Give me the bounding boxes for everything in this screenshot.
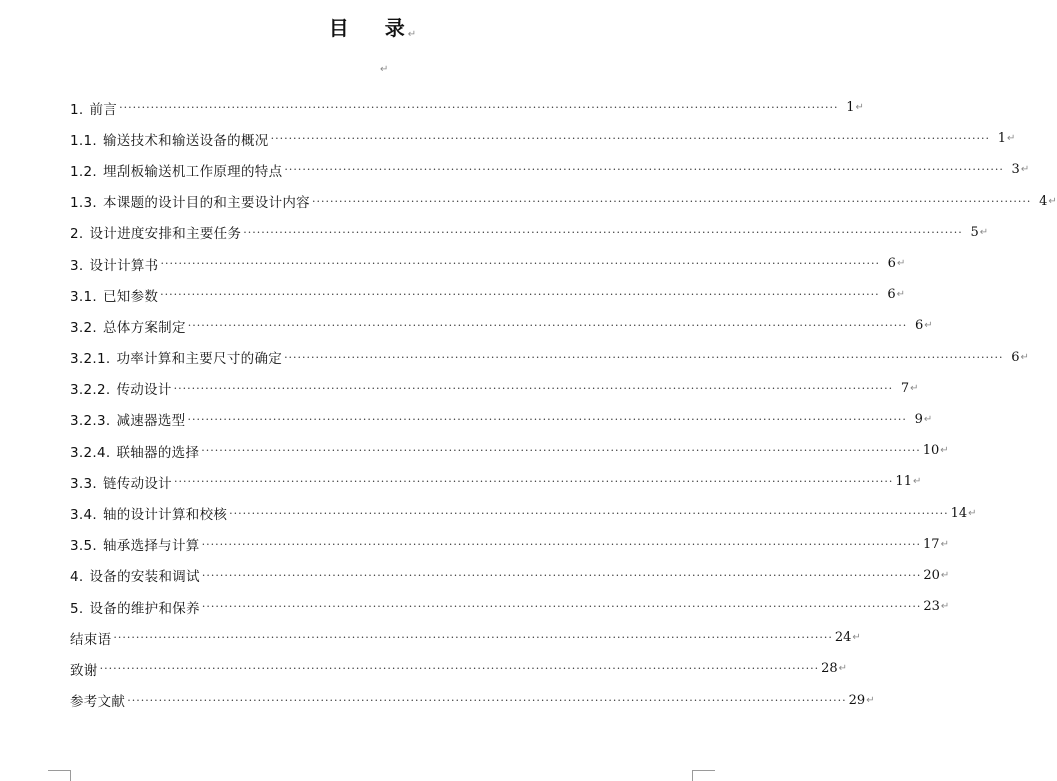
toc-entry-label <box>70 98 117 118</box>
toc-leader-dots: ································································································································································ <box>201 444 921 458</box>
toc-entry-number: 2. <box>70 226 84 243</box>
toc-entry[interactable] <box>70 529 949 560</box>
toc-page-number: 3 <box>1011 162 1020 178</box>
toc-entry[interactable] <box>70 591 950 622</box>
toc-leader-dots: ································································································································································ <box>187 412 907 426</box>
toc-page-number: 28 <box>821 661 838 677</box>
toc-entry-label <box>70 254 158 274</box>
toc-entry[interactable] <box>70 186 1057 217</box>
paragraph-mark-icon: ↵ <box>852 632 861 644</box>
toc-entry[interactable] <box>70 217 989 248</box>
page-corner-mark-left <box>48 770 71 781</box>
toc-entry[interactable] <box>70 310 933 341</box>
paragraph-mark-icon: ↵ <box>940 569 950 581</box>
toc-entry-text: 功率计算和主要尺寸的确定 <box>116 351 283 368</box>
toc-entry-number: 1.2. <box>70 163 97 180</box>
toc-entry-text: 输送技术和输送设备的概况 <box>102 132 269 149</box>
toc-entry-text: 总体方案制定 <box>102 319 186 336</box>
page-title <box>0 14 747 49</box>
toc-page-number: 6 <box>887 256 896 272</box>
toc-entry-number: 5. <box>70 600 84 617</box>
toc-entry-text: 轴的设计计算和校核 <box>102 507 228 524</box>
toc-leader-dots: ································································································································································ <box>229 506 949 520</box>
toc-leader-dots: ································································································································································ <box>284 350 1004 364</box>
toc-entry-text: 致谢 <box>70 662 98 679</box>
toc-entry[interactable] <box>70 653 847 684</box>
toc-entry-number: 3.2.2. <box>70 382 111 399</box>
toc-page-number: 29 <box>848 692 866 708</box>
toc-entry-label <box>70 285 158 305</box>
toc-page-number: 7 <box>900 380 910 396</box>
toc-entry-text: 设备的维护和保养 <box>89 600 200 617</box>
toc-entry-label <box>70 191 310 211</box>
toc-entry[interactable] <box>70 497 977 528</box>
toc-entry-number: 1.3. <box>70 195 97 212</box>
toc-leader-dots: ································································································································································ <box>187 319 908 333</box>
toc-entry-text: 设计进度安排和主要任务 <box>89 226 242 243</box>
table-of-contents <box>70 92 1057 716</box>
toc-entry[interactable] <box>70 248 906 279</box>
toc-entry-label <box>70 222 241 242</box>
page-corner-mark-right <box>692 770 715 781</box>
toc-page-number: 17 <box>923 536 940 552</box>
paragraph-mark-icon: ↵ <box>896 289 906 301</box>
toc-entry[interactable] <box>70 404 933 435</box>
toc-entry-text: 参考文献 <box>70 694 126 711</box>
toc-page-number: 5 <box>970 224 979 240</box>
toc-leader-dots: ································································································································································ <box>201 568 922 582</box>
toc-entry-text: 已知参数 <box>102 288 159 305</box>
toc-entry-text: 本课题的设计目的和主要设计内容 <box>102 195 310 212</box>
toc-page-number: 10 <box>922 443 940 459</box>
toc-entry-label <box>70 597 200 617</box>
toc-entry-label <box>70 129 269 149</box>
toc-entry-label <box>70 659 98 679</box>
toc-entry[interactable] <box>70 466 922 497</box>
toc-leader-dots: ································································································································································ <box>173 381 894 395</box>
toc-entry-text: 设备的安装和调试 <box>89 569 200 586</box>
paragraph-mark-icon: ↵ <box>866 694 875 706</box>
paragraph-mark-icon: ↵ <box>979 226 989 238</box>
toc-entry-label <box>70 472 172 492</box>
toc-leader-dots: ································································································································································ <box>127 693 847 707</box>
toc-entry-number: 3.2.1. <box>70 351 111 368</box>
toc-entry-number: 3.2. <box>70 319 97 336</box>
paragraph-mark-icon: ↵ <box>1020 351 1029 363</box>
toc-page-number: 4 <box>1039 193 1048 209</box>
paragraph-mark-icon: ↵ <box>896 258 906 270</box>
toc-leader-dots: ································································································································································ <box>160 257 880 271</box>
toc-leader-dots: ································································································································································ <box>311 194 1032 208</box>
paragraph-mark-icon: ↵ <box>912 476 922 488</box>
toc-entry-label <box>70 690 125 710</box>
toc-leader-dots: ································································································································································ <box>243 225 963 239</box>
toc-page-number: 1 <box>997 131 1007 147</box>
toc-page-number: 9 <box>914 411 923 427</box>
paragraph-mark-icon: ↵ <box>855 102 864 114</box>
paragraph-mark-icon: ↵ <box>838 663 847 675</box>
toc-entry-number: 3.3. <box>70 475 97 492</box>
toc-entry-number: 3. <box>70 257 84 274</box>
toc-entry-label <box>70 316 186 336</box>
paragraph-mark-icon: ↵ <box>1048 195 1057 207</box>
toc-entry-label <box>70 628 111 648</box>
toc-entry[interactable] <box>70 123 1016 154</box>
title-char-1: 目 <box>328 16 351 40</box>
toc-entry-label <box>70 378 172 398</box>
paragraph-mark-icon: ↵ <box>924 320 933 332</box>
paragraph-mark-icon: ↵ <box>1020 164 1030 176</box>
toc-entry[interactable] <box>70 435 949 466</box>
toc-entry[interactable] <box>70 92 864 123</box>
paragraph-mark-icon: ↵ <box>1007 133 1016 145</box>
toc-leader-dots: ································································································································································ <box>284 163 1004 177</box>
toc-entry-text: 减速器选型 <box>116 413 186 430</box>
toc-page-number: 24 <box>834 630 852 646</box>
toc-entry-text: 链传动设计 <box>102 475 172 492</box>
toc-entry-text: 联轴器的选择 <box>116 444 200 461</box>
toc-entry-label <box>70 441 199 461</box>
toc-entry-number: 3.4. <box>70 507 97 524</box>
paragraph-mark-icon: ↵ <box>968 507 977 519</box>
paragraph-mark-icon: ↵ <box>940 601 950 613</box>
toc-page-number: 1 <box>846 100 855 116</box>
toc-page-number: 23 <box>923 599 940 615</box>
toc-page-number: 14 <box>950 505 968 521</box>
toc-leader-dots: ································································································································································ <box>201 600 922 614</box>
paragraph-mark-icon: ↵ <box>923 413 933 425</box>
toc-page-number: 11 <box>895 474 912 490</box>
toc-entry[interactable] <box>70 622 861 653</box>
toc-entry-number: 3.5. <box>70 538 97 555</box>
toc-entry-label <box>70 409 185 429</box>
toc-entry-number: 1.1. <box>70 132 97 149</box>
toc-entry-text: 设计计算书 <box>89 257 159 274</box>
toc-entry-number: 4. <box>70 569 84 586</box>
toc-page-number: 6 <box>914 318 924 334</box>
toc-entry-number: 1. <box>70 101 84 118</box>
paragraph-mark-icon: ↵ <box>910 382 919 394</box>
toc-entry-number: 3.1. <box>70 288 97 305</box>
toc-entry-text: 结束语 <box>70 631 112 648</box>
toc-entry-label <box>70 160 282 180</box>
toc-entry-label <box>70 534 200 554</box>
toc-entry-label <box>70 347 282 367</box>
toc-entry-number: 3.2.4. <box>70 444 111 461</box>
toc-entry[interactable] <box>70 154 1030 185</box>
toc-entry-label <box>70 565 200 585</box>
toc-leader-dots: ································································································································································ <box>119 101 839 115</box>
toc-page-number: 6 <box>1011 349 1020 365</box>
toc-leader-dots: ································································································································································ <box>99 662 820 676</box>
toc-leader-dots: ································································································································································ <box>201 537 922 551</box>
toc-entry-text: 埋刮板输送机工作原理的特点 <box>102 163 283 180</box>
toc-entry[interactable] <box>70 685 875 716</box>
toc-leader-dots: ································································································································································ <box>270 132 991 146</box>
paragraph-mark-icon: ↵ <box>940 445 949 457</box>
toc-entry-number: 3.2.3. <box>70 413 111 430</box>
toc-leader-dots: ································································································································································ <box>173 475 894 489</box>
toc-page-number: 20 <box>923 567 940 583</box>
toc-entry[interactable] <box>70 560 950 591</box>
title-char-2: 录 <box>384 16 407 40</box>
toc-page-number: 6 <box>887 287 896 303</box>
toc-entry[interactable] <box>70 342 1029 373</box>
paragraph-mark-icon: ↵ <box>380 64 389 75</box>
toc-leader-dots: ································································································································································ <box>113 631 833 645</box>
toc-leader-dots: ································································································································································ <box>160 288 880 302</box>
toc-entry-text: 传动设计 <box>116 382 172 399</box>
paragraph-mark-icon: ↵ <box>407 29 419 40</box>
toc-entry-text: 前言 <box>89 101 118 118</box>
toc-entry[interactable] <box>70 279 906 310</box>
paragraph-mark-icon: ↵ <box>940 538 949 550</box>
toc-entry[interactable] <box>70 373 919 404</box>
toc-entry-text: 轴承选择与计算 <box>102 538 200 555</box>
toc-entry-label <box>70 503 227 523</box>
